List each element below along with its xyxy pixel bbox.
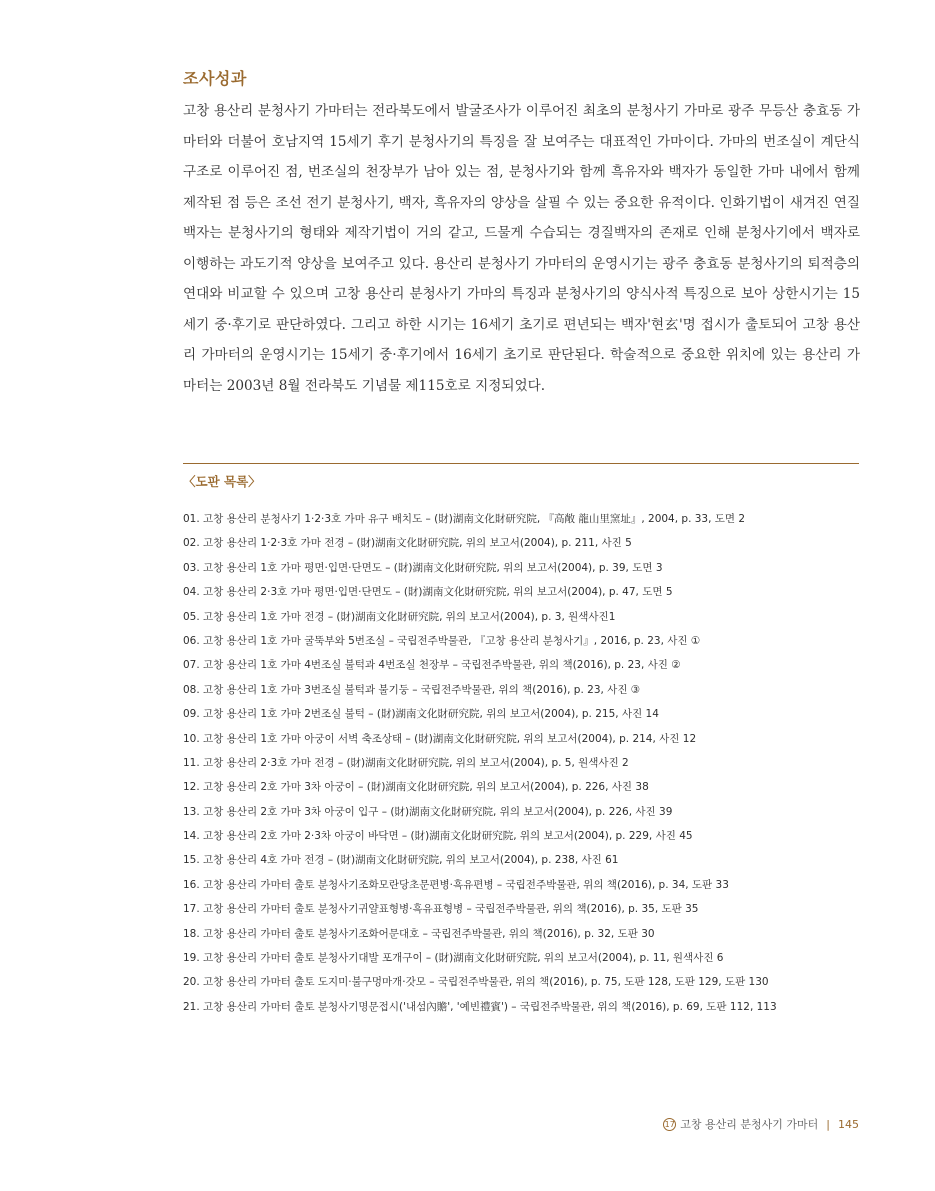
list-item: 18. 고창 용산리 가마터 출토 분청사기조화어문대호 – 국립전주박물관, 위의 책(2016), p. 32, 도판 30 — [183, 927, 655, 940]
list-item: 09. 고창 용산리 1호 가마 2번조실 불턱 – (財)湖南文化財研究院, 위의 보고서(2004), p. 215, 사진 14 — [183, 708, 659, 721]
list-item: 14. 고창 용산리 2호 가마 2·3차 아궁이 바닥면 – (財)湖南文化財研究院, 위의 보고서(2004), p. 229, 사진 45 — [183, 830, 693, 843]
list-item: 21. 고창 용산리 가마터 출토 분청사기명문접시('내섬內贍', '예빈禮賓') – 국립전주박물관, 위의 책(2016), p. 69, 도판 112, 113 — [183, 1000, 777, 1013]
list-item: 15. 고창 용산리 4호 가마 전경 – (財)湖南文化財研究院, 위의 보고서(2004), p. 238, 사진 61 — [183, 854, 619, 867]
list-item: 07. 고창 용산리 1호 가마 4번조실 불턱과 4번조실 천장부 – 국립전주박물관, 위의 책(2016), p. 23, 사진 ② — [183, 659, 681, 672]
list-item: 08. 고창 용산리 1호 가마 3번조실 불턱과 불기둥 – 국립전주박물관, 위의 책(2016), p. 23, 사진 ③ — [183, 683, 641, 696]
footer-separator: | — [826, 1117, 830, 1131]
figure-list-heading: 〈도판 목록〉 — [183, 474, 261, 489]
page-number: 145 — [838, 1117, 859, 1131]
list-item: 04. 고창 용산리 2·3호 가마 평면·입면·단면도 – (財)湖南文化財研究院, 위의 보고서(2004), p. 47, 도면 5 — [183, 586, 673, 599]
list-item: 12. 고창 용산리 2호 가마 3차 아궁이 – (財)湖南文化財研究院, 위의 보고서(2004), p. 226, 사진 38 — [183, 781, 649, 794]
chapter-number-badge: 17 — [664, 1119, 675, 1129]
section-divider — [183, 463, 859, 464]
list-item: 16. 고창 용산리 가마터 출토 분청사기조화모란당초문편병·흑유편병 – 국립전주박물관, 위의 책(2016), p. 34, 도판 33 — [183, 878, 729, 891]
list-item: 06. 고창 용산리 1호 가마 굴뚝부와 5번조실 – 국립전주박물관, 『고창 용산리 분청사기』, 2016, p. 23, 사진 ① — [183, 634, 701, 647]
section-heading: 조사성과 — [183, 69, 247, 88]
list-item: 10. 고창 용산리 1호 가마 아궁이 서벽 축조상태 – (財)湖南文化財研究院, 위의 보고서(2004), p. 214, 사진 12 — [183, 732, 697, 745]
page-footer — [663, 1116, 859, 1132]
list-item: 13. 고창 용산리 2호 가마 3차 아궁이 입구 – (財)湖南文化財研究院, 위의 보고서(2004), p. 226, 사진 39 — [183, 805, 673, 818]
figure-list — [183, 507, 873, 1019]
list-item: 17. 고창 용산리 가마터 출토 분청사기귀얄표형병·흑유표형병 – 국립전주박물관, 위의 책(2016), p. 35, 도판 35 — [183, 903, 699, 916]
footer-title: 고창 용산리 분청사기 가마터 — [680, 1118, 819, 1131]
list-item: 01. 고창 용산리 분청사기 1·2·3호 가마 유구 배치도 – (財)湖南文化財研究院, 『高敞 龍山里窯址』, 2004, p. 33, 도면 2 — [183, 513, 746, 525]
list-item: 11. 고창 용산리 2·3호 가마 전경 – (財)湖南文化財研究院, 위의 보고서(2004), p. 5, 원색사진 2 — [183, 756, 629, 769]
list-item: 19. 고창 용산리 가마터 출토 분청사기대발 포개구이 – (財)湖南文化財研究院, 위의 보고서(2004), p. 11, 원색사진 6 — [183, 952, 724, 965]
list-item: 05. 고창 용산리 1호 가마 전경 – (財)湖南文化財研究院, 위의 보고서(2004), p. 3, 원색사진1 — [183, 610, 616, 623]
list-item: 20. 고창 용산리 가마터 출토 도지미·불구멍마개·갓모 – 국립전주박물관, 위의 책(2016), p. 75, 도판 128, 도판 129, 도판 130 — [183, 976, 769, 989]
list-item: 02. 고창 용산리 1·2·3호 가마 전경 – (財)湖南文化財研究院, 위의 보고서(2004), p. 211, 사진 5 — [183, 537, 632, 550]
list-item: 03. 고창 용산리 1호 가마 평면·입면·단면도 – (財)湖南文化財研究院, 위의 보고서(2004), p. 39, 도면 3 — [183, 561, 663, 574]
body-paragraph: 고창 용산리 분청사기 가마터는 전라북도에서 발굴조사가 이루어진 최초의 분청사기 가마로 광주 무등산 충효동 가마터와 더불어 호남지역 15세기 후기 분청사기의 특징을 잘 보여주는 대표적인 가마이다. 가마의 번조실이 계단식 구조로 이루어진 점, 번조실의 천장부가 남아 있는 점, 분청사기와 함께 흑유자와 백자가 동일한 가마 내에서 함께 제작된 점 등은 조선 전기 분청사기, 백자, 흑유자의 양상을 살필 수 있는 중요한 유적이다. 인화기법이 새겨진 연질백자는 분청사기의 형태와 제작기법이 거의 같고, 드물게 수습되는 경질백자의 존재로 인해 분청사기에서 백자로 이행하는 과도기적 양상을 보여주고 있다. 용산리 분청사기 가마터의 운영시기는 광주 충효동 분청사기의 퇴적층의 연대와 비교할 수 있으며 고창 용산리 분청사기 가마의 특징과 분청사기의 양식사적 특징으로 보아 상한시기는 15세기 중·후기로 판단하였다. 그리고 하한 시기는 16세기 초기로 편년되는 백자'현玄'명 접시가 출토되어 고창 용산리 가마터의 운영시기는 15세기 중·후기에서 16세기 초기로 판단된다. 학술적으로 중요한 위치에 있는 용산리 가마터는 2003년 8월 전라북도 기념물 제115호로 지정되었다. — [183, 103, 860, 394]
